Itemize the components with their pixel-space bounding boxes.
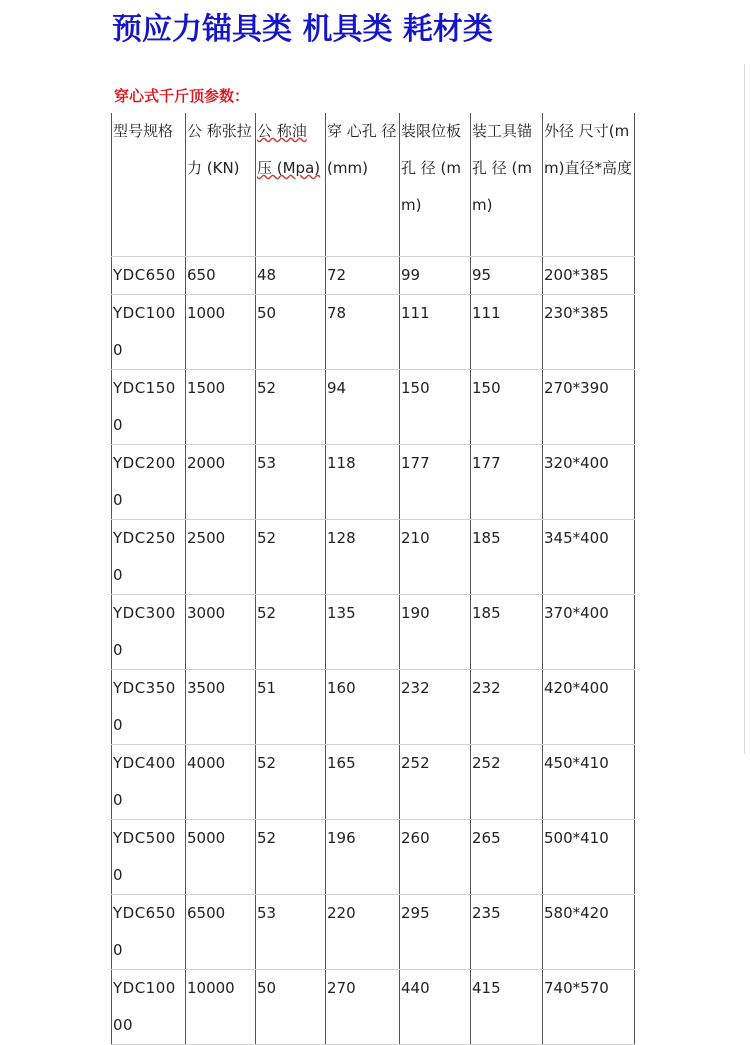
cell-limit-plate: 252	[400, 745, 471, 820]
cell-model: YDC1500	[112, 370, 186, 445]
table-row	[112, 670, 635, 745]
cell-tension: 3500	[186, 670, 256, 745]
header-tool-anchor-bore: 装工具锚孔 径 (mm)	[471, 113, 543, 257]
cell-dimensions: 450*410	[543, 745, 635, 820]
cell-limit-plate: 177	[400, 445, 471, 520]
cell-bore: 135	[326, 595, 400, 670]
cell-tool-anchor: 177	[471, 445, 543, 520]
cell-pressure: 53	[256, 445, 326, 520]
cell-dimensions: 500*410	[543, 820, 635, 895]
cell-tension: 2500	[186, 520, 256, 595]
cell-limit-plate: 150	[400, 370, 471, 445]
cell-bore: 94	[326, 370, 400, 445]
cell-limit-plate: 232	[400, 670, 471, 745]
cell-model: YDC2500	[112, 520, 186, 595]
cell-tension: 5000	[186, 820, 256, 895]
cell-pressure: 50	[256, 970, 326, 1045]
cell-tension: 3000	[186, 595, 256, 670]
table-row	[112, 595, 635, 670]
cell-dimensions: 370*400	[543, 595, 635, 670]
cell-pressure: 52	[256, 370, 326, 445]
jack-spec-table	[111, 113, 635, 1045]
cell-tension: 1000	[186, 295, 256, 370]
cell-model: YDC4000	[112, 745, 186, 820]
cell-tool-anchor: 111	[471, 295, 543, 370]
table-row	[112, 370, 635, 445]
cell-limit-plate: 99	[400, 257, 471, 295]
table-row	[112, 745, 635, 820]
cell-limit-plate: 295	[400, 895, 471, 970]
cell-tension: 2000	[186, 445, 256, 520]
cell-bore: 165	[326, 745, 400, 820]
cell-model: YDC1000	[112, 295, 186, 370]
header-tension-text: 公 称张拉力 (KN)	[187, 122, 252, 177]
cell-bore: 270	[326, 970, 400, 1045]
cell-dimensions: 200*385	[543, 257, 635, 295]
cell-tool-anchor: 185	[471, 595, 543, 670]
header-outer-dimensions: 外径 尺寸(mm)直径*高度	[543, 113, 635, 257]
cell-dimensions: 420*400	[543, 670, 635, 745]
table-row	[112, 970, 635, 1045]
cell-dimensions: 320*400	[543, 445, 635, 520]
cell-bore: 72	[326, 257, 400, 295]
cell-model: YDC6500	[112, 895, 186, 970]
cell-pressure: 52	[256, 520, 326, 595]
cell-pressure: 53	[256, 895, 326, 970]
table-row	[112, 257, 635, 295]
page-edge	[744, 64, 745, 754]
cell-bore: 220	[326, 895, 400, 970]
cell-tool-anchor: 235	[471, 895, 543, 970]
header-nominal-pressure	[256, 113, 326, 257]
cell-tool-anchor: 265	[471, 820, 543, 895]
table-row	[112, 295, 635, 370]
cell-model: YDC650	[112, 257, 186, 295]
cell-pressure: 51	[256, 670, 326, 745]
cell-tool-anchor: 150	[471, 370, 543, 445]
cell-pressure: 52	[256, 820, 326, 895]
cell-limit-plate: 111	[400, 295, 471, 370]
cell-tension: 650	[186, 257, 256, 295]
cell-pressure: 48	[256, 257, 326, 295]
cell-pressure: 50	[256, 295, 326, 370]
header-bore-diameter: 穿 心孔 径 (mm)	[326, 113, 400, 257]
table-row	[112, 520, 635, 595]
header-limit-plate-bore: 装限位板孔 径 (mm)	[400, 113, 471, 257]
cell-model: YDC3000	[112, 595, 186, 670]
cell-dimensions: 740*570	[543, 970, 635, 1045]
cell-tool-anchor: 232	[471, 670, 543, 745]
header-nominal-tension	[186, 113, 256, 257]
header-model: 型号规格	[112, 113, 186, 257]
table-header-row	[112, 113, 635, 257]
cell-dimensions: 580*420	[543, 895, 635, 970]
cell-bore: 160	[326, 670, 400, 745]
cell-bore: 196	[326, 820, 400, 895]
cell-tension: 1500	[186, 370, 256, 445]
cell-bore: 128	[326, 520, 400, 595]
page-title: 预应力锚具类 机具类 耗材类	[112, 12, 493, 47]
cell-dimensions: 270*390	[543, 370, 635, 445]
cell-bore: 78	[326, 295, 400, 370]
cell-limit-plate: 440	[400, 970, 471, 1045]
cell-model: YDC3500	[112, 670, 186, 745]
table-row	[112, 820, 635, 895]
section-subtitle: 穿心式千斤顶参数：	[114, 87, 250, 105]
cell-tool-anchor: 185	[471, 520, 543, 595]
cell-tension: 10000	[186, 970, 256, 1045]
cell-dimensions: 345*400	[543, 520, 635, 595]
cell-tool-anchor: 95	[471, 257, 543, 295]
cell-model: YDC5000	[112, 820, 186, 895]
cell-tension: 6500	[186, 895, 256, 970]
table-row	[112, 445, 635, 520]
cell-dimensions: 230*385	[543, 295, 635, 370]
cell-bore: 118	[326, 445, 400, 520]
table-row	[112, 895, 635, 970]
header-pressure-text: 公 称油 压 (Mpa)	[257, 122, 321, 177]
cell-model: YDC2000	[112, 445, 186, 520]
cell-tension: 4000	[186, 745, 256, 820]
cell-model: YDC10000	[112, 970, 186, 1045]
cell-pressure: 52	[256, 745, 326, 820]
cell-tool-anchor: 415	[471, 970, 543, 1045]
cell-pressure: 52	[256, 595, 326, 670]
cell-limit-plate: 210	[400, 520, 471, 595]
cell-tool-anchor: 252	[471, 745, 543, 820]
cell-limit-plate: 190	[400, 595, 471, 670]
cell-limit-plate: 260	[400, 820, 471, 895]
